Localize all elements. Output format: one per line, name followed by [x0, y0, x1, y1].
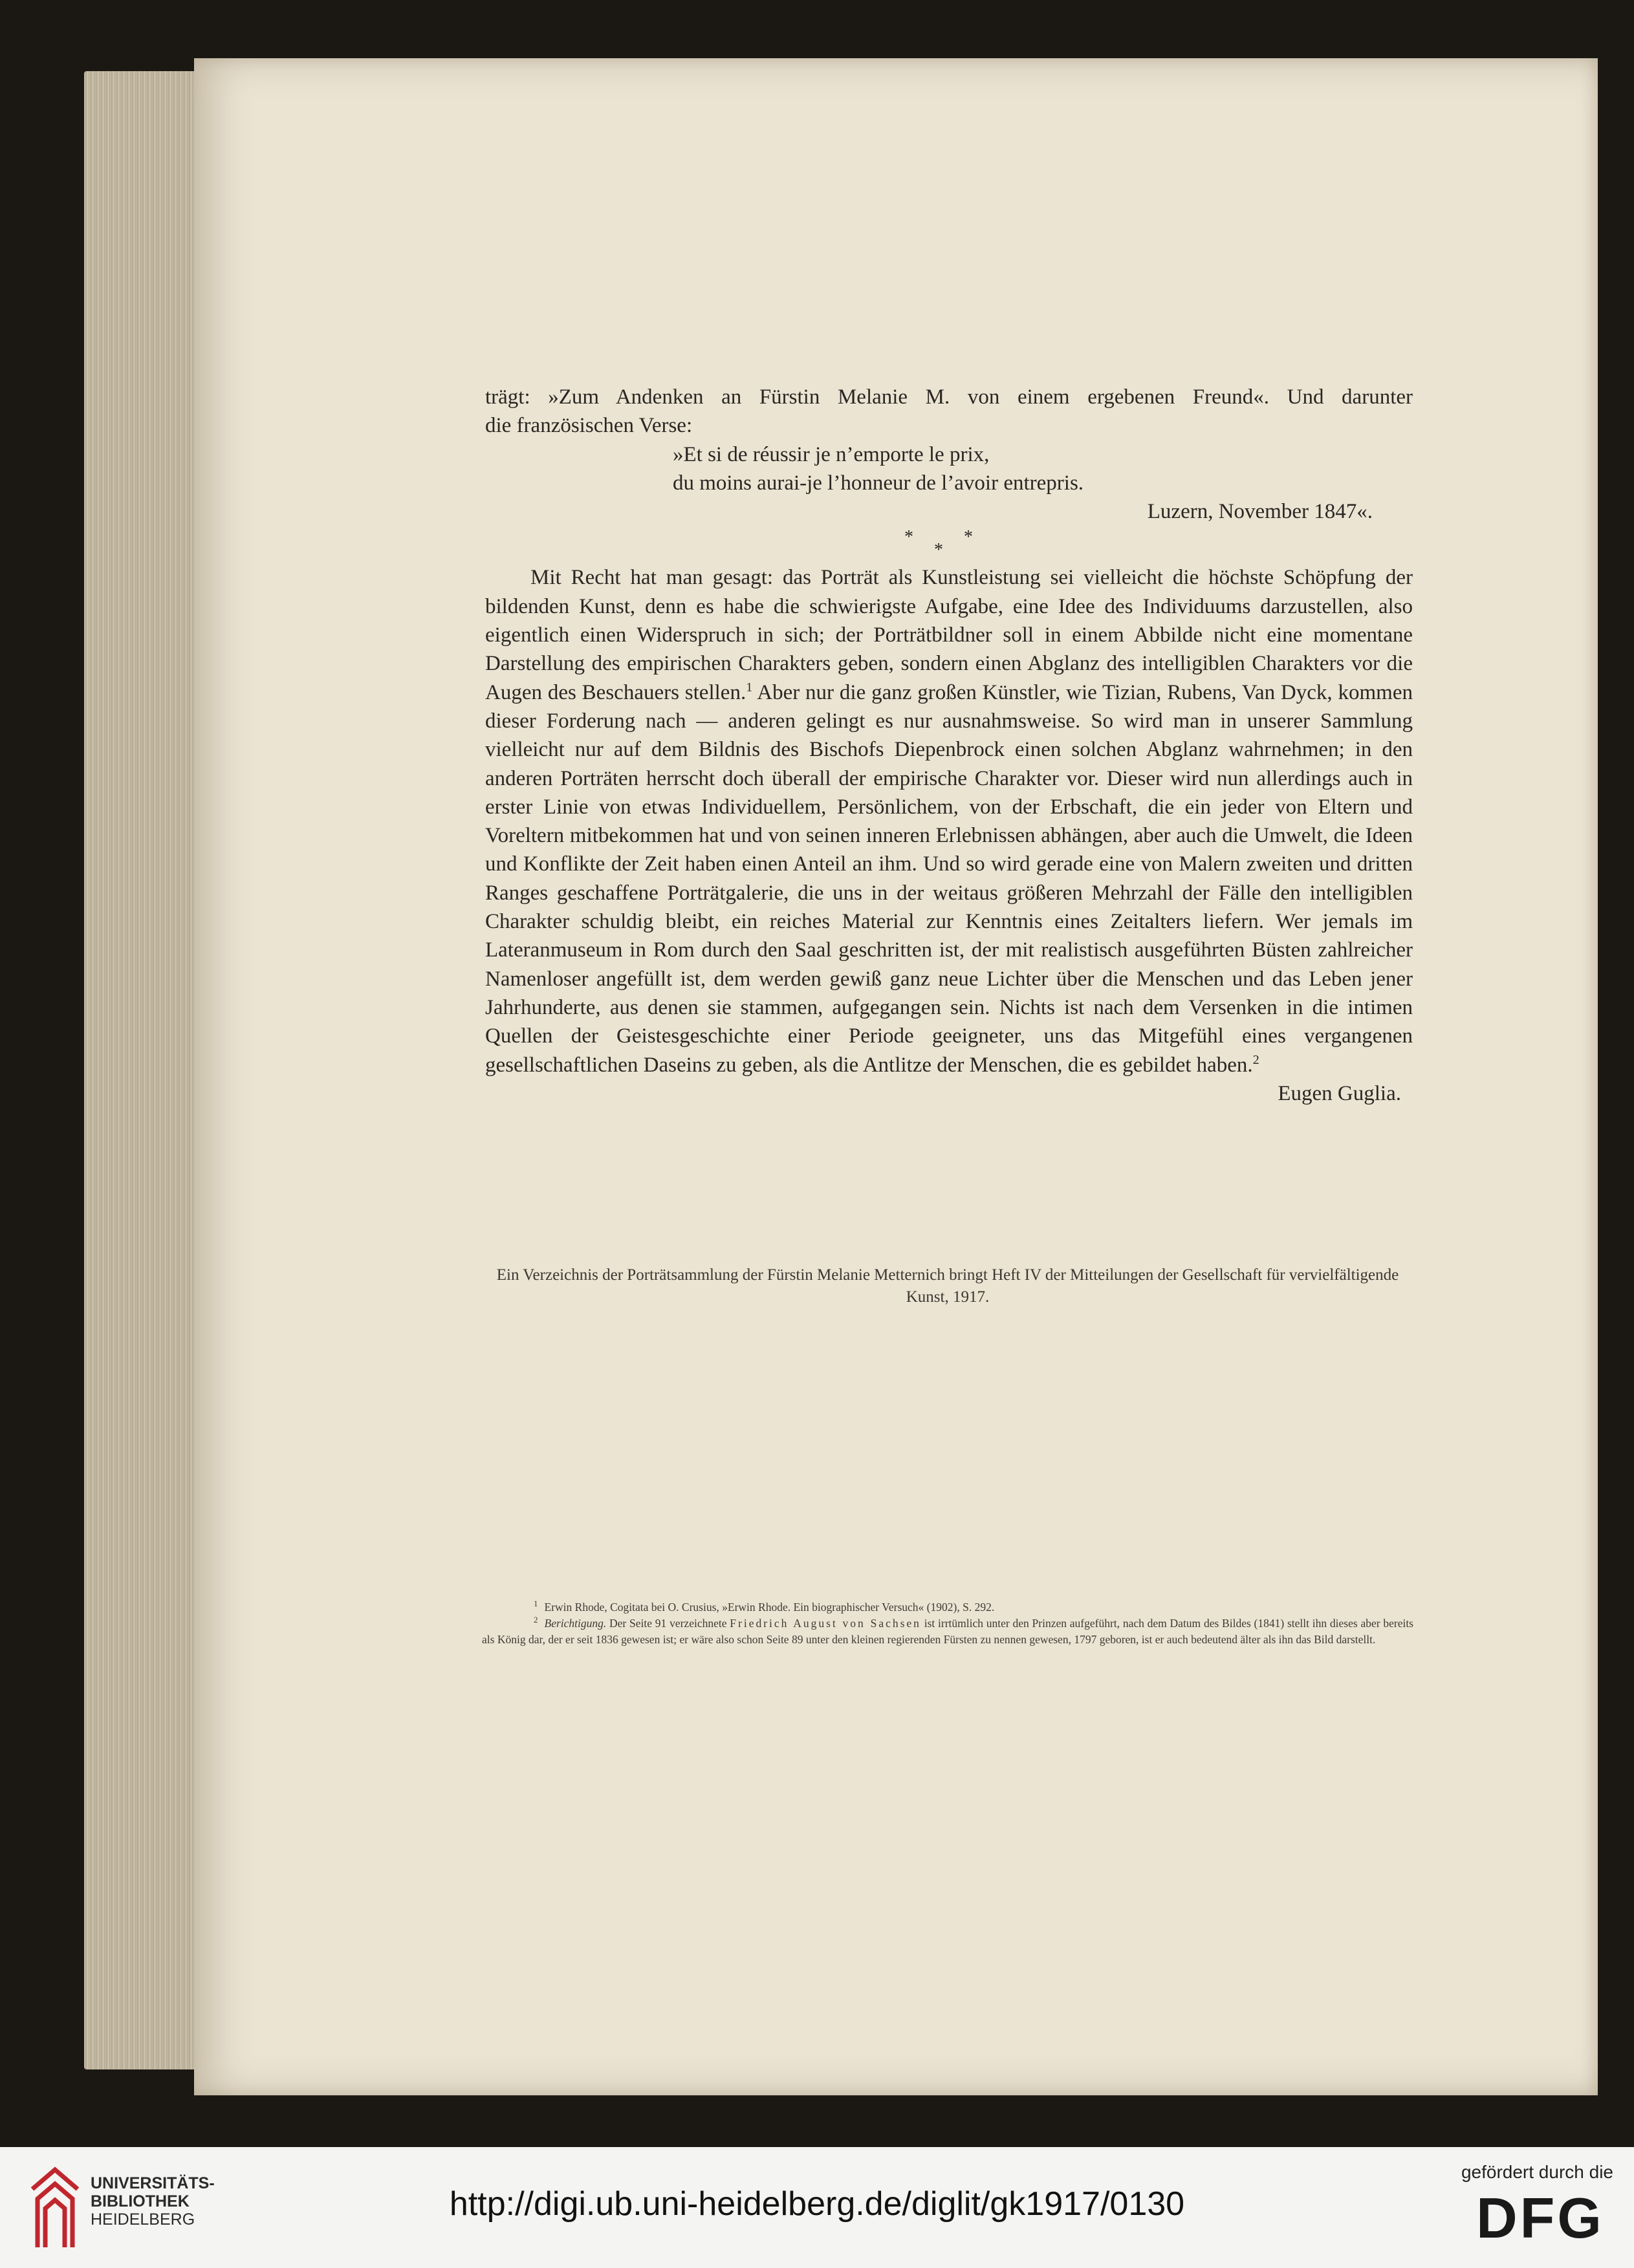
asterism [485, 526, 1413, 563]
footnote-number: 2 [534, 1615, 538, 1625]
asterism-star-bottom: * [934, 540, 943, 561]
footnote-text-a: Der Seite 91 verzeichnete [606, 1617, 730, 1630]
verse-line-2: du moins aurai-je l’honneur de l’avoir entrepris. [673, 471, 1084, 495]
verse-line-1: »Et si de réussir je n’emporte le prix, [673, 442, 990, 466]
intro-line-2: die französischen Verse: [485, 414, 693, 438]
main-paragraph [485, 563, 1413, 1079]
place-date: Luzern, November 1847«. [1147, 500, 1373, 524]
permalink-url[interactable]: http://digi.ub.uni-heidelberg.de/diglit/gk1917/0130 [449, 2185, 1185, 2223]
dfg-logo[interactable] [1466, 2191, 1615, 2243]
paragraph-part-2: Aber nur die ganz großen Künstler, wie Tizian, Rubens, Van Dyck, kommen dieser Forderung nach — anderen gelingt es nur ausnahmsweise. So wird man in unserer Sammlung vielleicht nur auf dem Bildnis des Bischofs Diepenbrock einen solchen Abglanz wahrnehmen; in den anderen Porträten herrscht doch überall der empirische Charakter vor. Dieser wird nun allerdings auch in erster Linie von etwas Individuellem, Persönlichem, von der Erbschaft, die ein jeder von Eltern und Voreltern mitbekommen hat und von seinen inneren Erlebnissen abhängen, aber auch die Umwelt, die Ideen und Konflikte der Zeit haben einen Anteil an ihm. Und so wird gerade eine von Malern zweiten und dritten Ranges geschaffene Porträtgalerie, die uns in der weitaus größeren Mehrzahl der Fälle den intelligiblen Charakter schuldig bleibt, ein reiches Material zur Kenntnis eines Zeitalters liefern. Wer jemals im Lateranmuseum in Rom durch den Saal geschritten ist, der mit realistisch ausgeführten Büsten zahlreicher Namenloser angefüllt ist, dem werden gewiß ganz neue Lichter über die Menschen und das Leben jener Jahrhunderte, aus denen sie stammen, aufgegangen sein. Nichts ist nach dem Versenken in die intimen Quellen der Geistesgeschichte einer Periode geeigneter, uns das Mitgefühl eines vergangenen gesellschaftlichen Daseins zu geben, als die Antlitze der Menschen, die es gebildet haben. [485, 680, 1413, 1077]
footnote-spaced-name: Friedrich August von Sachsen [730, 1617, 921, 1630]
footnotes [482, 1599, 1413, 1648]
paragraph-part-1: Mit Recht hat man gesagt: das Porträt als Kunstleistung sei vielleicht die höchste Schöpfung der bildenden Kunst, denn es habe die schwierigste Aufgabe, eine Idee des Individuums darzustellen, also eigentlich einen Widerspruch in sich; der Porträtbildner soll in einem Abbilde nicht eine momentane Darstellung des empirischen Charakters geben, sondern einen Abglanz des intelligiblen Charakters vor die Augen des Beschauers stellen. [485, 566, 1413, 704]
library-name-line-1: UNIVERSITÄTS- [91, 2174, 215, 2192]
footnote-number: 1 [534, 1599, 538, 1609]
author-signature: Eugen Guglia. [1278, 1081, 1401, 1105]
footnote-ref-1: 1 [746, 680, 753, 695]
footnote-2 [482, 1615, 1413, 1648]
asterism-star-left: * [904, 527, 913, 548]
asterism-star-right: * [964, 527, 973, 548]
library-name-line-2: BIBLIOTHEK [91, 2192, 190, 2210]
footnote-1 [482, 1599, 1413, 1615]
footnote-text: Erwin Rhode, Cogitata bei O. Crusius, »Erwin Rhode. Ein biographischer Versuch« (1902), S. 292. [544, 1601, 995, 1614]
footnote-ref-2: 2 [1252, 1052, 1259, 1067]
funded-by-label: gefördert durch die [1461, 2162, 1613, 2182]
intro-line-1: trägt: »Zum Andenken an Fürstin Melanie M. von einem ergebenen Freund«. Und darunter [485, 385, 1413, 409]
footnote-text-b: ist irrtümlich unter den Prinzen aufgeführt, nach dem Datum des Bildes (1841) stellt ihn dieses aber bereits als König dar, der er seit 1836 gewesen ist; er wäre also schon Seite 89 unter den kleinen regierenden Fürsten zu nennen gewesen, 1797 geboren, ist er auch bedeutend älter als ihn das Bild darstellt. [482, 1617, 1413, 1646]
dfg-logo-text: DFG [1476, 2191, 1604, 2243]
library-name-line-3: HEIDELBERG [91, 2210, 195, 2229]
collection-note: Ein Verzeichnis der Porträtsammlung der Fürstin Melanie Metternich bringt Heft IV der Mitteilungen der Gesellschaft für vervielfältigende Kunst, 1917. [496, 1266, 1399, 1306]
main-text [485, 383, 1413, 1108]
footnote-label: Berichtigung. [544, 1617, 607, 1630]
